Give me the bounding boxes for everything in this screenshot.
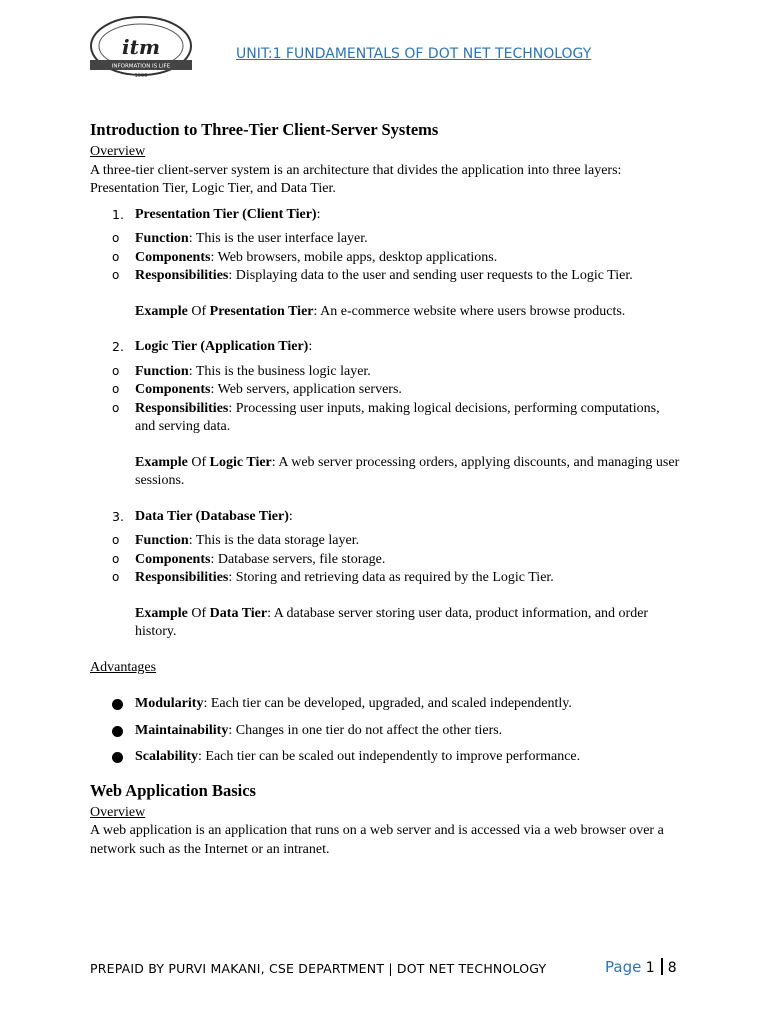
- detail-text: : Displaying data to the user and sending user requests to the Logic Tier.: [228, 268, 633, 283]
- detail-text: : Storing and retrieving data as required by the Logic Tier.: [228, 570, 554, 585]
- tier-example: [90, 605, 680, 642]
- detail-text: : Web servers, application servers.: [210, 382, 402, 397]
- tier-detail-list: [90, 363, 680, 437]
- bullet-icon: [112, 752, 123, 763]
- tier-heading: [90, 206, 680, 225]
- example-text: : An e-commerce website where users browse products.: [313, 303, 626, 319]
- example-label: Example: [135, 605, 188, 621]
- tier-list: [90, 206, 680, 642]
- advantage-text: : Each tier can be developed, upgraded, and scaled independently.: [203, 696, 572, 711]
- tier-detail-item: [90, 267, 680, 286]
- example-of: Of: [187, 454, 210, 470]
- tier-detail-item: [90, 400, 680, 437]
- advantages-label: Advantages: [90, 659, 157, 675]
- page-total: 8: [667, 960, 677, 976]
- example-text: : A database server storing user data, product information, and order history.: [135, 605, 649, 639]
- tier-detail-list: [90, 532, 680, 588]
- detail-label: Components: [135, 551, 211, 567]
- page-number: [605, 958, 677, 976]
- circle-bullet-icon: o: [112, 382, 120, 396]
- advantage-label: Modularity: [135, 696, 204, 711]
- detail-text: : This is the data storage layer.: [188, 533, 360, 548]
- tier-detail-item: [90, 532, 680, 551]
- footer-author: PREPAID BY PURVI MAKANI, CSE DEPARTMENT | DOT NET TECHNOLOGY: [90, 961, 547, 976]
- tier-colon: :: [288, 508, 293, 524]
- advantages-list: [90, 695, 680, 767]
- bullet-icon: [112, 726, 123, 737]
- unit-title: UNIT:1 FUNDAMENTALS OF DOT NET TECHNOLOGY: [236, 46, 592, 62]
- tier-detail-item: [90, 249, 680, 268]
- page-current: 1: [645, 960, 655, 976]
- detail-text: : Web browsers, mobile apps, desktop applications.: [210, 249, 498, 265]
- tier-heading: [90, 338, 680, 357]
- logo-initials: itm: [122, 35, 160, 59]
- advantage-label: Scalability: [135, 749, 199, 764]
- detail-label: Function: [135, 231, 189, 246]
- tier-number: 3.: [112, 508, 124, 524]
- example-tier: Logic Tier: [209, 454, 272, 470]
- tier-detail-item: [90, 363, 680, 382]
- circle-bullet-icon: o: [112, 249, 120, 264]
- advantage-item: [90, 722, 680, 741]
- tier-detail-item: [90, 381, 680, 400]
- example-text: : A web server processing orders, applying discounts, and managing user sessions.: [135, 454, 680, 488]
- tier-detail-item: [90, 569, 680, 588]
- advantage-text: : Each tier can be scaled out independently to improve performance.: [198, 749, 581, 764]
- example-label: Example: [135, 303, 188, 319]
- advantage-text: : Changes in one tier do not affect the other tiers.: [228, 722, 503, 738]
- tier-number: 1.: [112, 206, 124, 222]
- detail-label: Components: [135, 249, 211, 265]
- detail-label: Responsibilities: [135, 268, 229, 283]
- example-tier: Data Tier: [209, 605, 268, 621]
- overview-text: A three-tier client-server system is an architecture that divides the application into three layers: Presentation Tier, Logic Tier, and Data Tier.: [90, 162, 622, 196]
- advantage-item: [90, 695, 680, 714]
- tier-block: [90, 508, 680, 642]
- example-of: Of: [187, 605, 210, 621]
- circle-bullet-icon: o: [112, 231, 120, 245]
- example-label: Example: [135, 454, 188, 470]
- tier-block: [90, 206, 680, 322]
- logo-banner: INFORMATION IS LIFE: [111, 63, 171, 70]
- document-body: [90, 120, 680, 859]
- detail-text: : This is the business logic layer.: [188, 363, 371, 379]
- circle-bullet-icon: o: [112, 570, 120, 584]
- example-of: Of: [187, 303, 210, 319]
- circle-bullet-icon: o: [112, 268, 120, 282]
- tier-detail-item: [90, 230, 680, 249]
- detail-label: Function: [135, 533, 189, 548]
- detail-text: : Database servers, file storage.: [210, 551, 386, 567]
- section-heading-web: Web Application Basics: [90, 780, 256, 800]
- page-separator: [661, 958, 663, 975]
- tier-title: Logic Tier (Application Tier): [135, 339, 309, 354]
- detail-label: Function: [135, 363, 189, 379]
- tier-colon: :: [308, 339, 313, 354]
- advantage-item: [90, 748, 680, 767]
- tier-detail-list: [90, 230, 680, 286]
- overview-label-web: Overview: [90, 804, 146, 820]
- section-heading: Introduction to Three-Tier Client-Server Systems: [90, 120, 439, 139]
- tier-colon: :: [316, 206, 321, 222]
- detail-label: Responsibilities: [135, 400, 229, 416]
- detail-text: : This is the user interface layer.: [188, 231, 368, 246]
- tier-example: [90, 303, 680, 322]
- tier-block: [90, 338, 680, 491]
- advantage-label: Maintainability: [135, 722, 229, 738]
- logo-year: 1993: [134, 73, 148, 79]
- tier-title: Presentation Tier (Client Tier): [135, 206, 317, 222]
- tier-title: Data Tier (Database Tier): [135, 508, 289, 524]
- detail-label: Responsibilities: [135, 570, 229, 585]
- detail-text: : Processing user inputs, making logical decisions, performing computations, and serving data.: [135, 400, 660, 434]
- overview-label: Overview: [90, 144, 146, 159]
- bullet-icon: [112, 699, 123, 710]
- institute-logo: [86, 14, 196, 82]
- tier-example: [90, 454, 680, 491]
- circle-bullet-icon: o: [112, 363, 120, 378]
- detail-label: Components: [135, 382, 211, 397]
- example-tier: Presentation Tier: [209, 303, 314, 319]
- tier-number: 2.: [112, 339, 124, 354]
- tier-heading: [90, 508, 680, 527]
- circle-bullet-icon: o: [112, 551, 120, 566]
- page-label: Page: [605, 958, 642, 976]
- circle-bullet-icon: o: [112, 533, 120, 547]
- circle-bullet-icon: o: [112, 400, 120, 415]
- overview-text-web: A web application is an application that runs on a web server and is accessed via a web browser over a network such as the Internet or an intranet.: [90, 823, 664, 857]
- tier-detail-item: [90, 551, 680, 570]
